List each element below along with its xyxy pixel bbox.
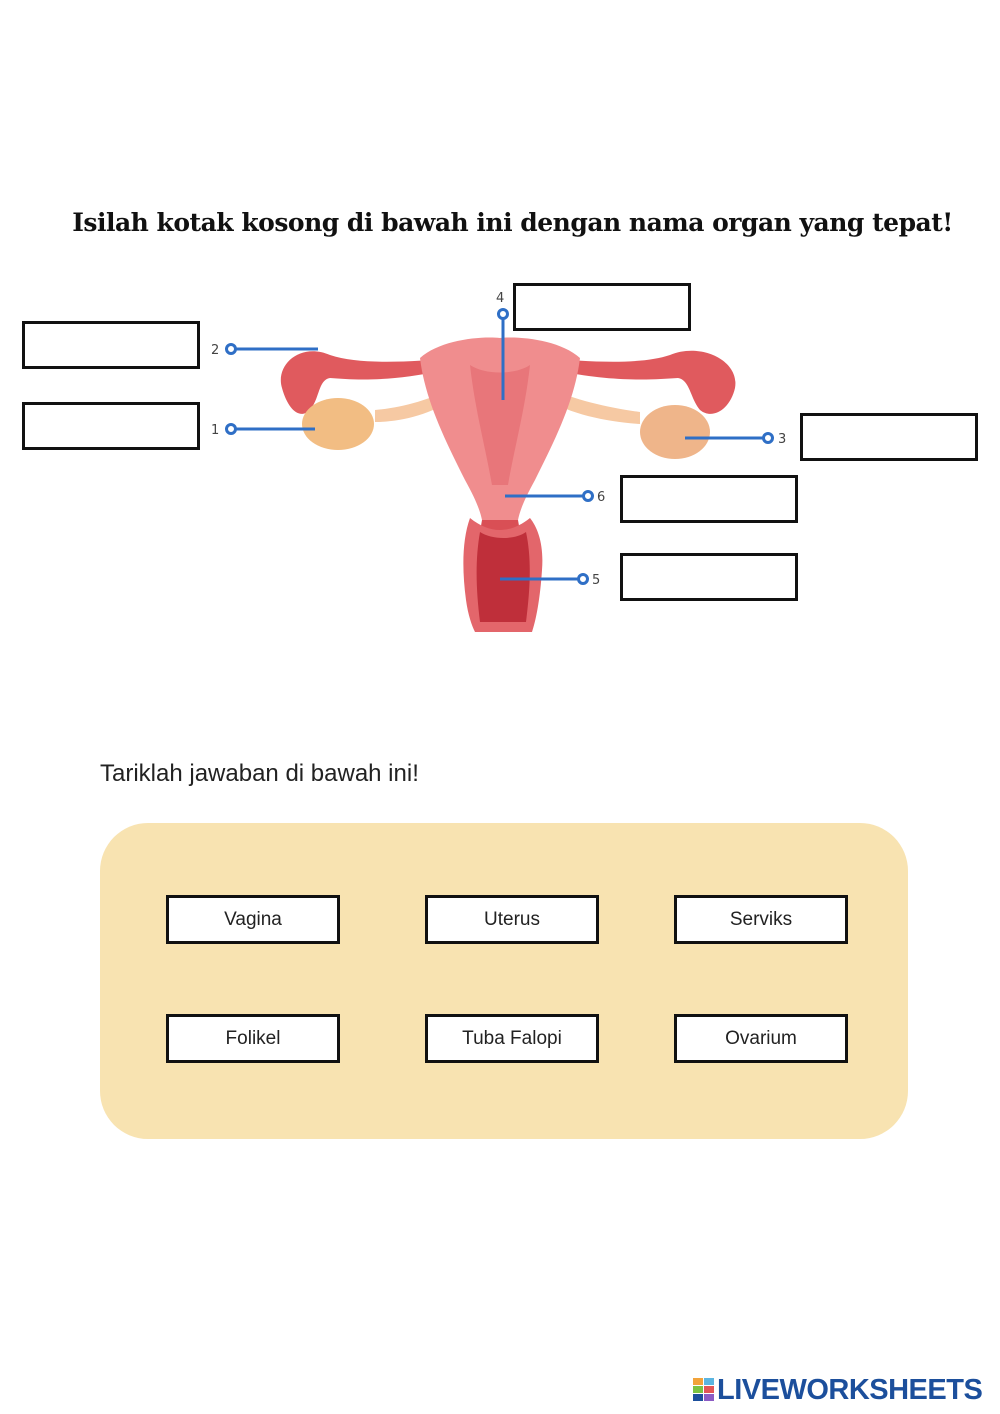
drop-box-3[interactable] [800, 413, 978, 461]
answer-serviks[interactable]: Serviks [674, 895, 848, 944]
liveworksheets-logo-icon [693, 1376, 715, 1404]
answer-tuba-falopi[interactable]: Tuba Falopi [425, 1014, 599, 1063]
drop-box-1[interactable] [22, 402, 200, 450]
right-ovary [640, 405, 710, 459]
label-number-1: 1 [211, 423, 220, 438]
vagina-canal [477, 532, 530, 622]
leader-dot-2 [227, 345, 236, 354]
answer-vagina[interactable]: Vagina [166, 895, 340, 944]
drop-box-4[interactable] [513, 283, 691, 331]
leader-dot-3 [764, 434, 773, 443]
answer-bank [100, 823, 908, 1139]
answer-ovarium[interactable]: Ovarium [674, 1014, 848, 1063]
worksheet-title: Isilah kotak kosong di bawah ini dengan nama organ yang tepat! [72, 208, 953, 237]
answer-uterus[interactable]: Uterus [425, 895, 599, 944]
drag-instruction: Tariklah jawaban di bawah ini! [100, 760, 419, 787]
drop-box-2[interactable] [22, 321, 200, 369]
answer-folikel[interactable]: Folikel [166, 1014, 340, 1063]
reproductive-diagram [0, 270, 1000, 650]
leader-dot-6 [584, 492, 593, 501]
liveworksheets-logo[interactable] [693, 1372, 982, 1408]
left-ovary [302, 398, 374, 450]
label-number-4: 4 [496, 291, 505, 306]
drop-box-6[interactable] [620, 475, 798, 523]
drop-box-5[interactable] [620, 553, 798, 601]
label-number-6: 6 [597, 490, 606, 505]
label-number-3: 3 [778, 432, 787, 447]
label-number-2: 2 [211, 343, 220, 358]
leader-dot-1 [227, 425, 236, 434]
label-number-5: 5 [592, 573, 601, 588]
liveworksheets-logo-text: LIVEWORKSHEETS [717, 1373, 983, 1406]
leader-dot-5 [579, 575, 588, 584]
leader-dot-4 [499, 310, 508, 319]
